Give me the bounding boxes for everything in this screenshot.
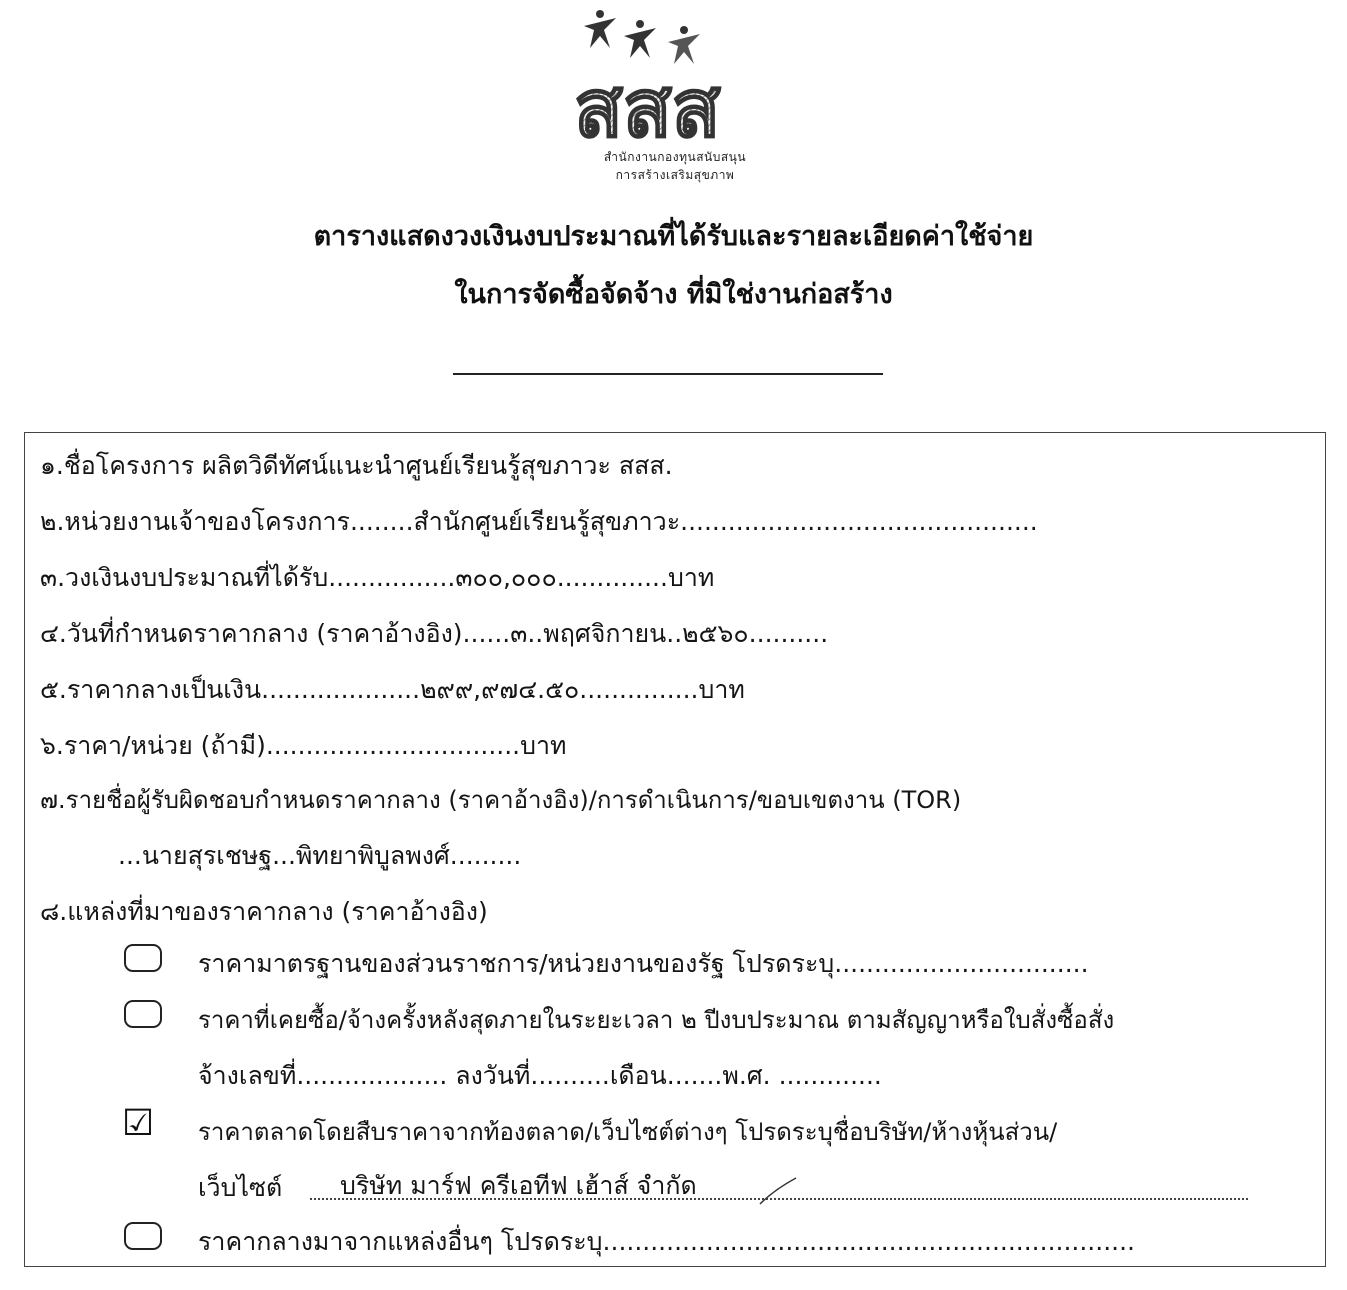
item-price-source: ๘.แหล่งที่มาของราคากลาง (ราคาอ้างอิง) <box>40 897 488 926</box>
document-title-line2: ในการจัดซื้อจัดจ้าง ที่มิใช่งานก่อสร้าง <box>454 279 893 310</box>
item-budget: ๓.วงเงินงบประมาณที่ได้รับ................๓๐๐,๐๐๐..............บาท <box>40 563 715 592</box>
thaihealth-logo <box>560 8 790 188</box>
star-figures-icon <box>584 10 700 64</box>
item-responsible: ๗.รายชื่อผู้รับผิดชอบกำหนดราคากลาง (ราคาอ้างอิง)/การดำเนินการ/ขอบเขตงาน (TOR) <box>40 786 962 814</box>
document-title-line1: ตารางแสดงวงเงินงบประมาณที่ได้รับและรายละเอียดค่าใช้จ่าย <box>313 221 1034 252</box>
item-owner-unit: ๒.หน่วยงานเจ้าของโครงการ........สำนักศูนย์เรียนรู้สุขภาวะ............................................. <box>40 507 1038 536</box>
org-name-line1: สำนักงานกองทุนสนับสนุน <box>603 150 747 164</box>
source-option-4-label: ราคากลางมาจากแหล่งอื่นๆ โปรดระบุ................................................................... <box>198 1227 1135 1256</box>
source-option-1-label: ราคามาตรฐานของส่วนราชการ/หน่วยงานของรัฐ โปรดระบุ................................ <box>198 949 1089 978</box>
item-project-name: ๑.ชื่อโครงการ ผลิตวิดีทัศน์แนะนำศูนย์เรียนรู้สุขภาวะ สสส. <box>40 451 673 480</box>
item-median-price: ๕.ราคากลางเป็นเงิน....................๒๙๙,๙๗๔.๕๐...............บาท <box>40 675 745 704</box>
source-option-2-label: ราคาที่เคยซื้อ/จ้างครั้งหลังสุดภายในระยะเวลา ๒ ปีงบประมาณ ตามสัญญาหรือใบสั่งซื้อสั่ง <box>198 1006 1115 1034</box>
source-option-3-website-label: เว็บไซต์ <box>198 1173 283 1202</box>
source-option-3-company: บริษัท มาร์ฟ ครีเอทีฟ เฮ้าส์ จำกัด <box>340 1171 697 1200</box>
signature-stroke-icon <box>758 1176 798 1206</box>
item-unit-price: ๖.ราคา/หน่วย (ถ้ามี)................................บาท <box>40 731 567 760</box>
item-reference-date: ๔.วันที่กำหนดราคากลาง (ราคาอ้างอิง)......๓..พฤศจิกายน..๒๕๖๐.......... <box>40 619 829 648</box>
logo-text: สสส <box>574 62 721 148</box>
source-option-2-checkbox[interactable] <box>124 1000 162 1028</box>
title-underline <box>453 373 883 375</box>
logo-emblem <box>560 8 790 148</box>
source-option-2-detail: จ้างเลขที่................... ลงวันที่..........เดือน.......พ.ศ. ............. <box>198 1061 882 1090</box>
item-responsible-name: ...นายสุรเชษฐ...พิทยาพิบูลพงศ์......... <box>118 841 522 870</box>
source-option-3-checkbox[interactable]: ☑ <box>122 1103 155 1144</box>
source-option-1-checkbox[interactable] <box>124 944 162 972</box>
source-option-4-checkbox[interactable] <box>124 1222 162 1250</box>
org-name-line2: การสร้างเสริมสุขภาพ <box>615 168 735 182</box>
source-option-3-label: ราคาตลาดโดยสืบราคาจากท้องตลาด/เว็บไซต์ต่างๆ โปรดระบุชื่อบริษัท/ห้างหุ้นส่วน/ <box>198 1118 1058 1146</box>
